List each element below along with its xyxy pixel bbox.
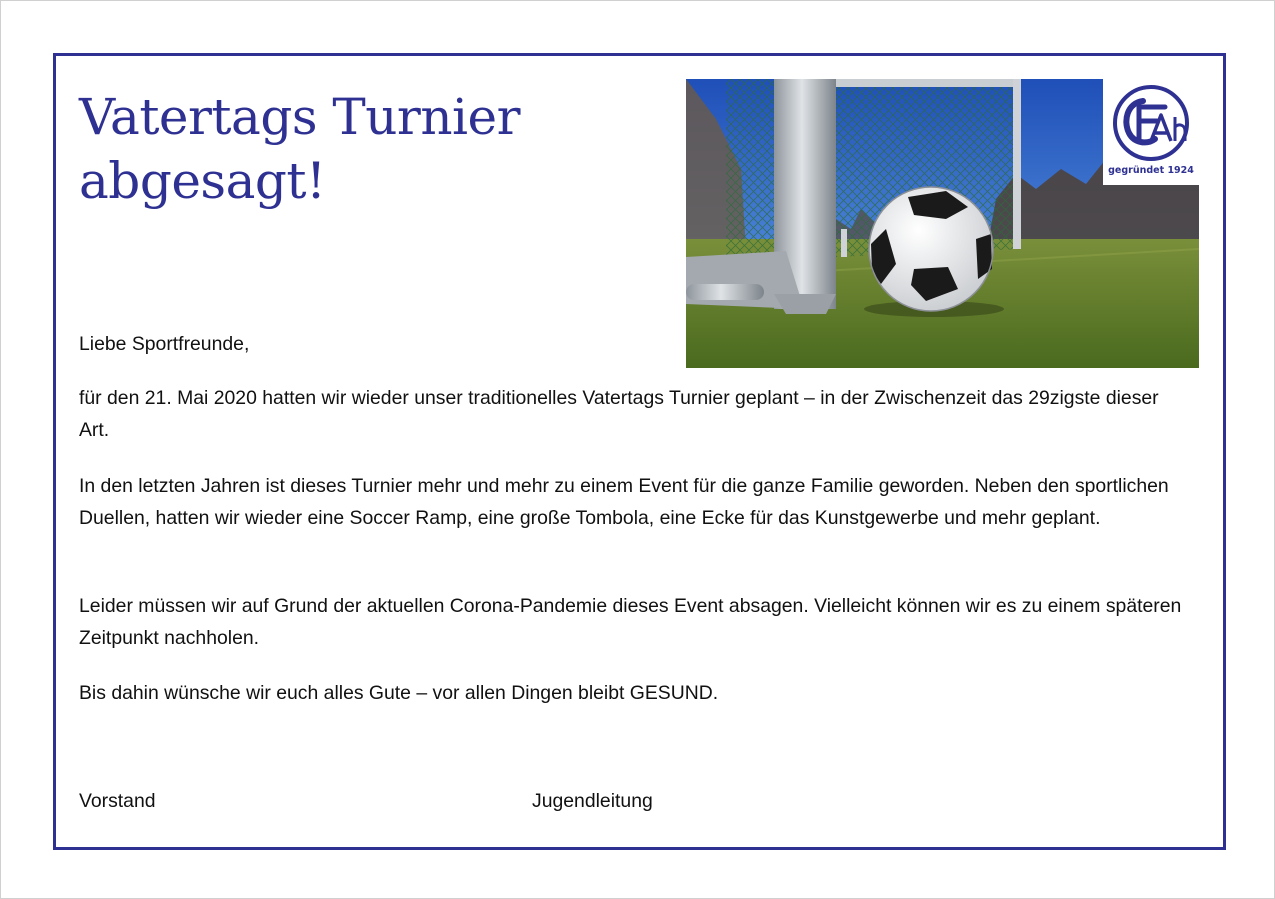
club-emblem-icon [1103,79,1199,165]
paragraph-3: Leider müssen wir auf Grund der aktuellen Corona-Pandemie dieses Event absagen. Vielleicht können wir es zu einem späteren Zeitpunkt nachholen. [79,595,1182,649]
title-line-2: abgesagt! [79,152,326,210]
logo-founded-text: gegründet 1924 [1108,165,1194,176]
paragraph-1: für den 21. Mai 2020 hatten wir wieder unser traditionelles Vatertags Turnier geplant – in der Zwischenzeit das 29zigste dieser Art. [79,387,1159,441]
title-line-1: Vatertags Turnier [79,88,521,146]
paragraph-4: Bis dahin wünsche wir euch alles Gute – vor allen Dingen bleibt GESUND. [79,682,719,704]
signature-right: Jugendleitung [532,790,653,812]
paragraph-2: In den letzten Jahren ist dieses Turnier mehr und mehr zu einem Event für die ganze Familie geworden. Neben den sportlichen Duellen, hatten wir wieder eine Soccer Ramp, eine große Tombola, eine Ecke für das Kunstgewerbe und mehr geplant. [79,475,1169,529]
club-logo [1103,79,1199,185]
greeting: Liebe Sportfreunde, [79,333,250,355]
page-title [79,85,520,213]
signature-left: Vorstand [79,790,156,812]
